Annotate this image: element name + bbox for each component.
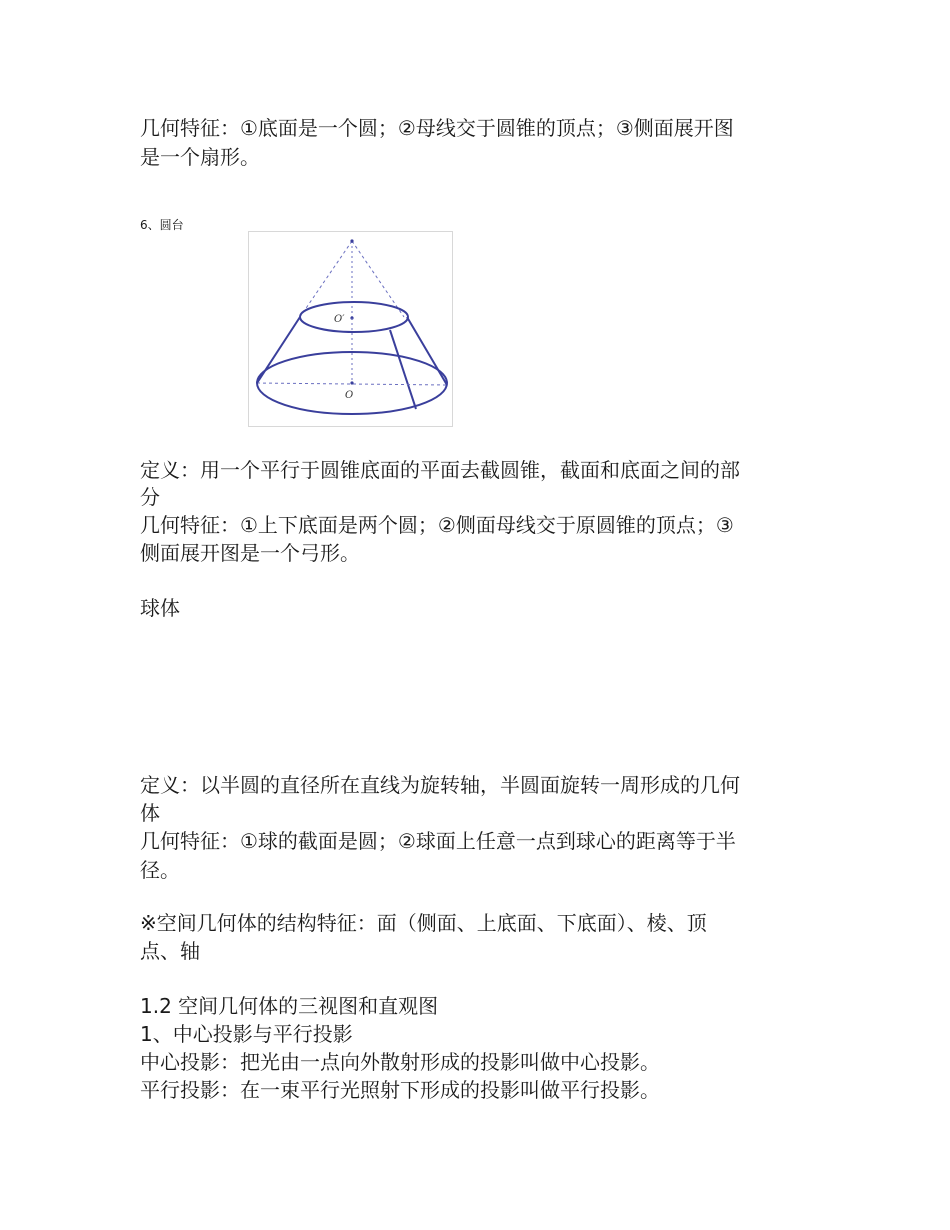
sphere-features-line-1: 几何特征：①球的截面是圆；②球面上任意一点到球心的距离等于半 [140,829,736,853]
sphere-definition-line-2: 体 [140,801,160,825]
section-title: 1.2 空间几何体的三视图和直观图 [140,994,439,1018]
note-line-1: ※空间几何体的结构特征：面（侧面、上底面、下底面）、棱、顶 [140,911,707,935]
cone-features-line-2: 是一个扇形。 [140,145,260,169]
top-center-label: O′ [334,314,345,325]
frustum-definition-line-2: 分 [140,485,160,509]
sphere-definition-line-1: 定义：以半圆的直径所在直线为旋转轴，半圆面旋转一周形成的几何 [140,773,740,797]
frustum-features-line-2: 侧面展开图是一个弓形。 [140,541,360,565]
bottom-center-label: O [345,390,354,401]
section-subtitle: 1、中心投影与平行投影 [140,1022,353,1046]
apex-point [350,239,353,242]
parallel-projection-definition: 平行投影：在一束平行光照射下形成的投影叫做平行投影。 [140,1078,660,1102]
sphere-features-line-2: 径。 [140,858,180,882]
frustum-figure [248,231,454,428]
frustum-definition-line-1: 定义：用一个平行于圆锥底面的平面去截圆锥，截面和底面之间的部 [140,458,740,482]
central-projection-definition: 中心投影：把光由一点向外散射形成的投影叫做中心投影。 [140,1050,660,1074]
note-line-2: 点、轴 [140,939,200,963]
sphere-heading: 球体 [140,596,180,620]
bottom-center-point [350,381,353,384]
cone-features-line-1: 几何特征：①底面是一个圆；②母线交于圆锥的顶点；③侧面展开图 [140,116,734,140]
frustum-diagram [248,231,454,428]
frustum-heading: 6、圆台 [140,218,184,232]
frustum-features-line-1: 几何特征：①上下底面是两个圆；②侧面母线交于原圆锥的顶点；③ [140,513,734,537]
